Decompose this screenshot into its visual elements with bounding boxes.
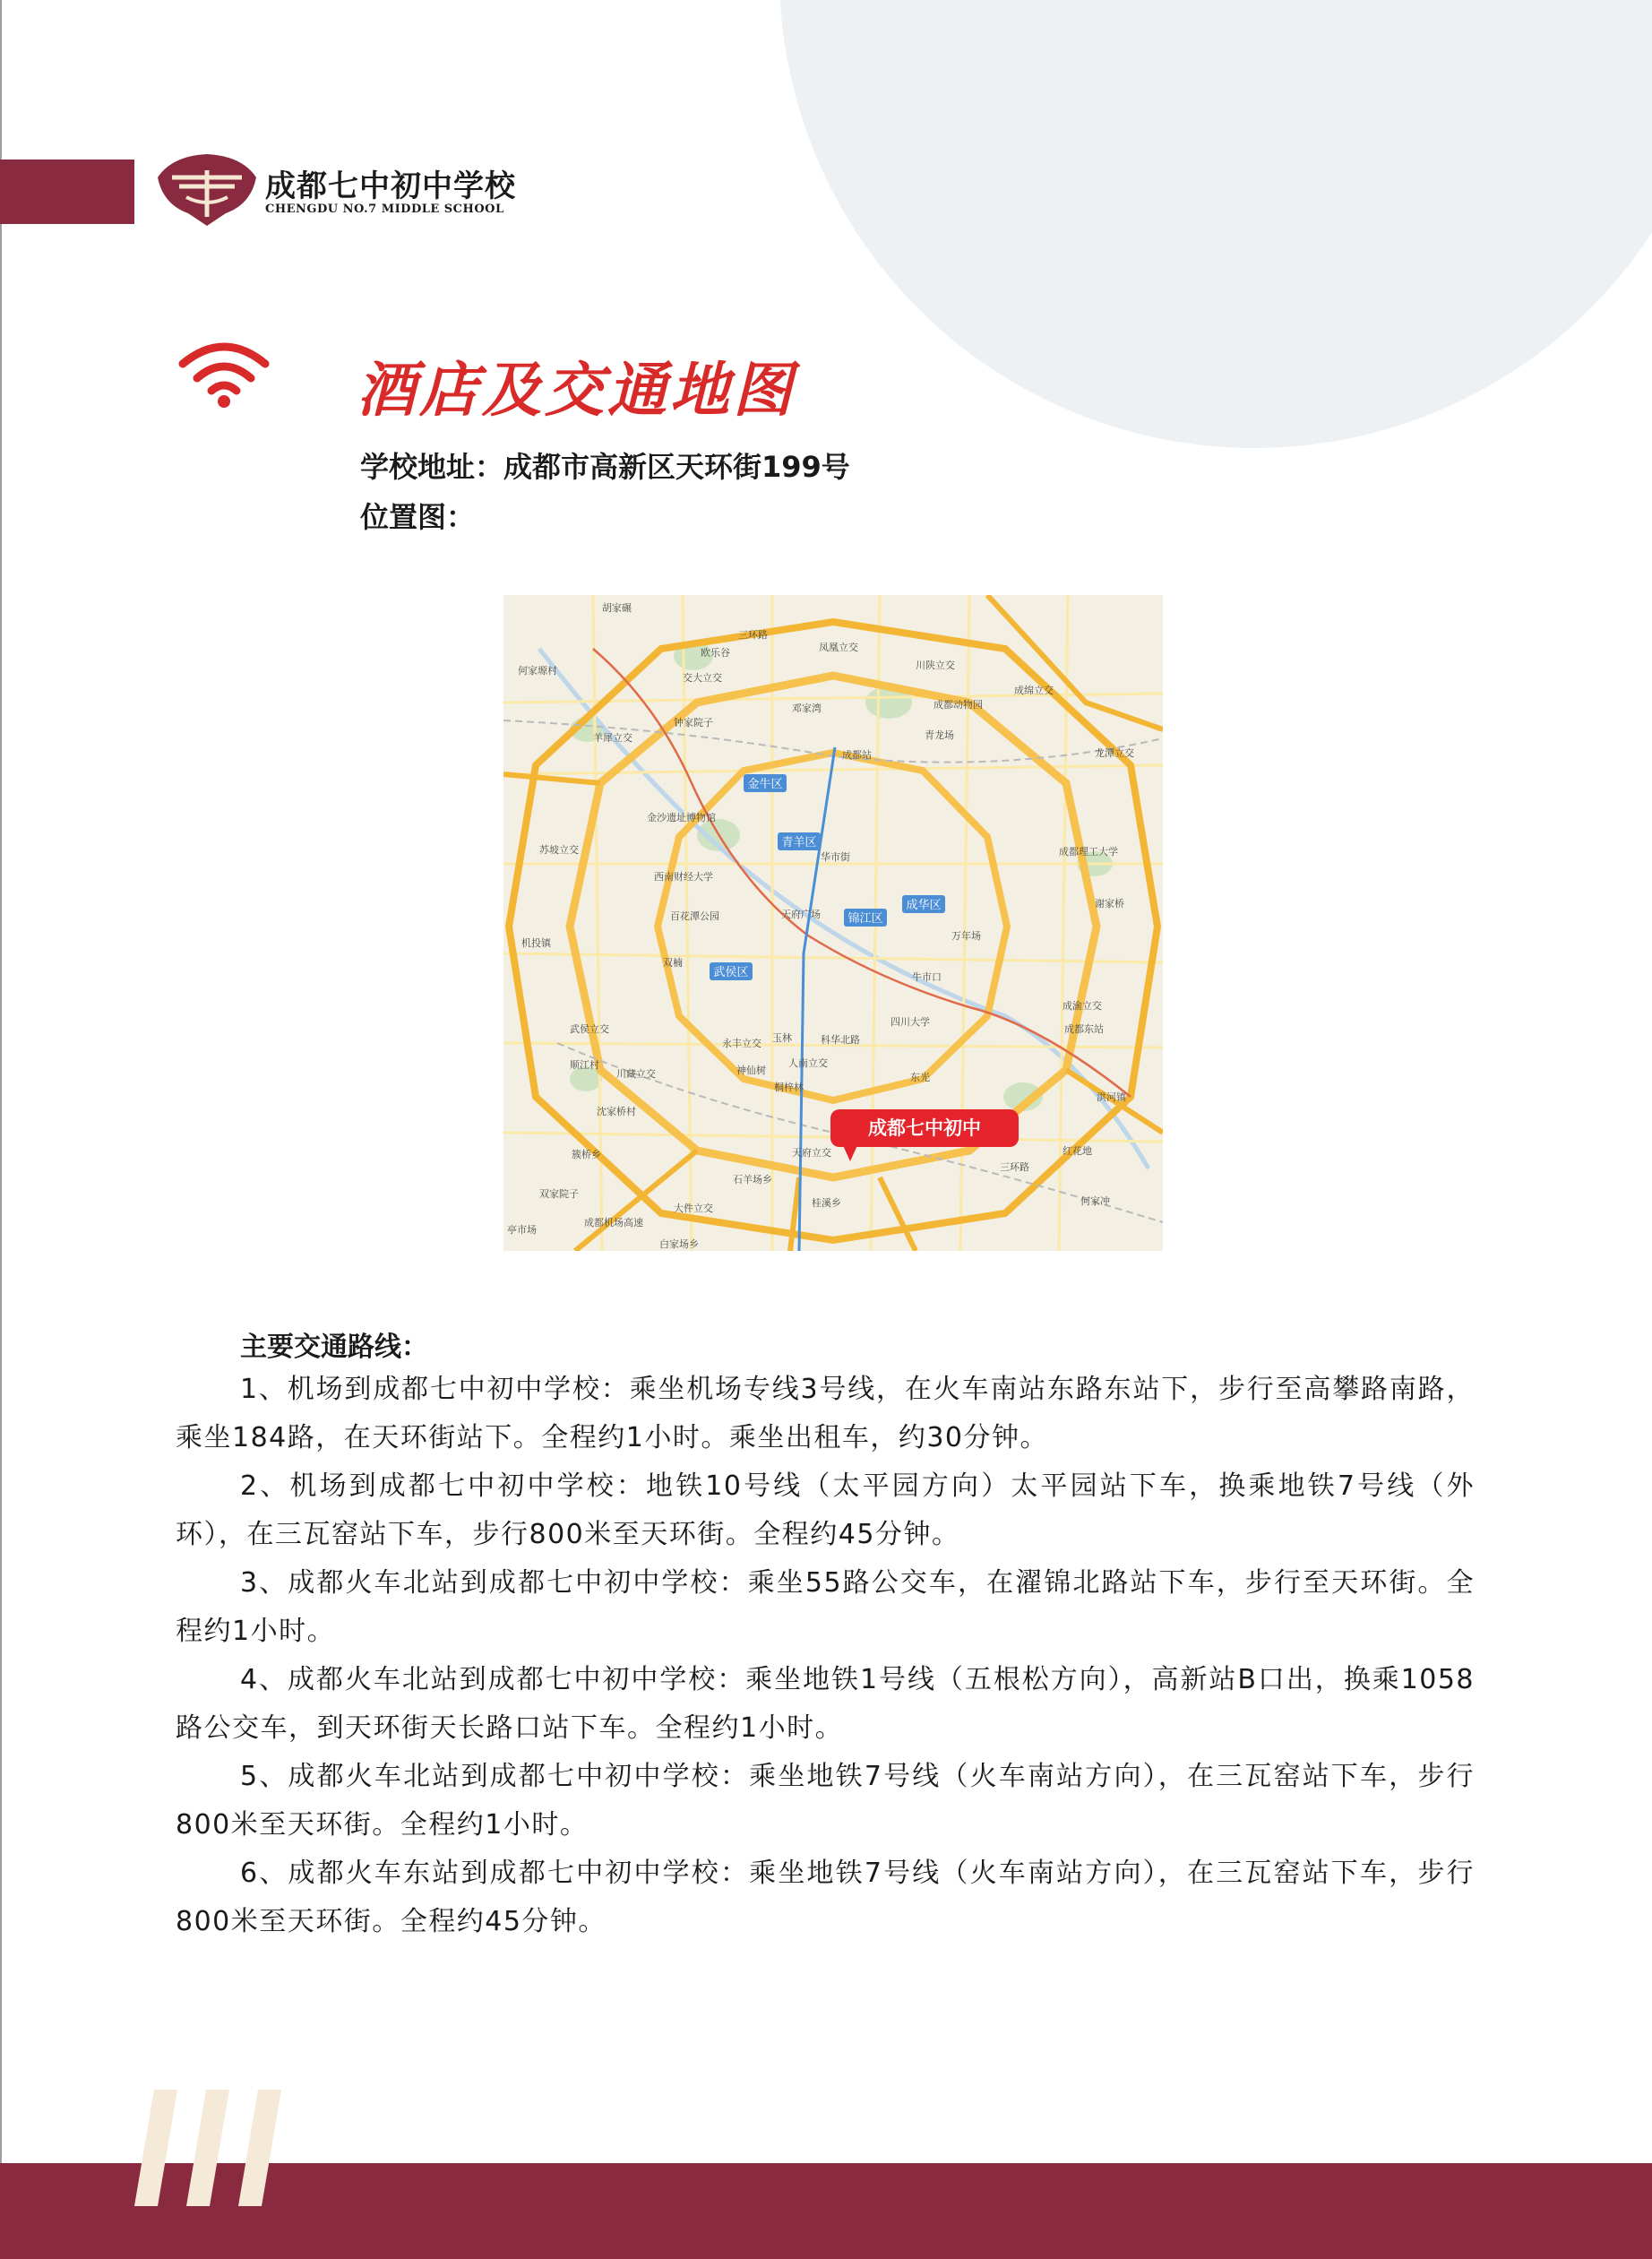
map-place-label: 金沙遗址博物馆 (647, 812, 716, 823)
decorative-background-circle (779, 0, 1652, 448)
map-place-label: 凤凰立交 (819, 642, 858, 653)
wifi-signal-icon (177, 339, 271, 409)
map-place-label: 沈家桥村 (597, 1106, 636, 1117)
location-map-label: 位置图： (360, 500, 476, 534)
map-place-label: 龙潭立交 (1095, 747, 1134, 759)
route-item: 1、机场到成都七中初中学校：乘坐机场专线3号线，在火车南站东路东站下，步行至高攀路南路，乘坐184路，在天环街站下。全程约1小时。乘坐出租车，约30分钟。 (176, 1374, 1475, 1453)
map-place-label: 胡家碾 (602, 602, 632, 614)
map-place-label: 成都理工大学 (1059, 846, 1118, 858)
map-place-label: 顺江村 (570, 1059, 599, 1071)
district-label: 青羊区 (781, 836, 817, 849)
map-place-label: 永丰立交 (722, 1038, 761, 1049)
map-place-label: 欧乐谷 (701, 647, 730, 659)
map-place-label: 川藏立交 (616, 1068, 656, 1080)
map-place-label: 苏坡立交 (539, 844, 579, 856)
section-title: 酒店及交通地图 (357, 356, 796, 425)
map-place-label: 白家场乡 (659, 1238, 699, 1250)
map-place-label: 双楠 (663, 957, 683, 969)
map-place-label: 成都动物园 (934, 699, 983, 711)
map-place-label: 天府广场 (781, 909, 821, 920)
map-place-label: 四川大学 (891, 1016, 930, 1028)
map-place-label: 双家院子 (539, 1188, 579, 1200)
page-left-border (0, 0, 2, 2259)
map-place-label: 大件立交 (674, 1203, 713, 1214)
map-place-label: 石羊场乡 (733, 1174, 772, 1186)
route-item: 2、机场到成都七中初中学校：地铁10号线（太平园方向）太平园站下车，换乘地铁7号线（外环），在三瓦窑站下车，步行800米至天环街。全程约45分钟。 (176, 1470, 1475, 1550)
school-name-cn: 成都七中初中学校 (265, 168, 516, 204)
map-place-label: 三环路 (738, 629, 768, 641)
map-place-label: 成都东站 (1064, 1023, 1104, 1035)
map-place-label: 成绵立交 (1014, 685, 1054, 696)
map-place-label: 神仙树 (736, 1065, 766, 1076)
map-canvas (503, 595, 1163, 1251)
routes-list (176, 1366, 1475, 1946)
map-place-label: 三环路 (1000, 1161, 1029, 1173)
map-place-label: 川陕立交 (916, 660, 955, 671)
district-label: 成华区 (906, 899, 942, 912)
map-place-label: 东光 (910, 1072, 930, 1083)
map-place-label: 青龙场 (925, 729, 954, 741)
map-place-label: 玉林 (772, 1032, 792, 1044)
map-place-label: 簇桥乡 (572, 1149, 601, 1160)
school-address: 学校地址：成都市高新区天环街199号 (360, 450, 850, 484)
map-place-label: 洪河镇 (1097, 1091, 1126, 1103)
map-place-label: 百花潭公园 (670, 910, 719, 922)
route-item: 5、成都火车北站到成都七中初中学校：乘坐地铁7号线（火车南站方向），在三瓦窑站下车，步行800米至天环街。全程约1小时。 (176, 1761, 1475, 1841)
school-name-en: CHENGDU NO.7 MIDDLE SCHOOL (265, 203, 504, 216)
map-place-label: 交大立交 (683, 672, 722, 684)
header-accent-bar (0, 160, 134, 224)
map-place-label: 天府立交 (792, 1147, 831, 1159)
routes-heading: 主要交通路线： (240, 1332, 428, 1363)
route-item: 6、成都火车东站到成都七中初中学校：乘坐地铁7号线（火车南站方向），在三瓦窑站下车，步行800米至天环街。全程约45分钟。 (176, 1858, 1475, 1937)
map-place-label: 牛市口 (912, 971, 942, 983)
map-place-label: 成渝立交 (1063, 1000, 1102, 1012)
location-map[interactable] (503, 595, 1163, 1251)
route-item: 3、成都火车北站到成都七中初中学校：乘坐55路公交车，在濯锦北路站下车，步行至天环街。全程约1小时。 (176, 1567, 1475, 1647)
map-place-label: 谢家桥 (1095, 898, 1124, 910)
school-location-marker[interactable]: 成都七中初中 (830, 1109, 1019, 1147)
map-place-label: 科华北路 (821, 1034, 860, 1046)
map-place-label: 红花地 (1063, 1145, 1092, 1157)
map-place-label: 成都机场高速 (584, 1217, 643, 1229)
map-place-label: 何家冲 (1080, 1195, 1110, 1207)
map-place-label: 万年场 (951, 930, 981, 942)
map-place-label: 华市街 (821, 851, 850, 863)
map-place-label: 羊犀立交 (593, 732, 632, 744)
district-label: 武侯区 (713, 966, 749, 979)
map-place-label: 邓家湾 (792, 703, 822, 714)
map-place-label: 成都站 (842, 749, 872, 761)
district-label: 金牛区 (747, 778, 783, 791)
map-place-label: 人南立交 (788, 1057, 828, 1069)
map-place-label: 西南财经大学 (654, 871, 713, 883)
map-place-label: 桂溪乡 (812, 1197, 841, 1209)
district-label: 锦江区 (848, 912, 883, 926)
map-place-label: 桐梓林 (774, 1082, 804, 1093)
map-place-label: 武侯立交 (570, 1023, 609, 1035)
map-place-label: 机投镇 (521, 937, 551, 949)
decorative-stripes-icon (134, 2090, 296, 2206)
map-place-label: 何家塬村 (518, 665, 557, 677)
route-item: 4、成都火车北站到成都七中初中学校：乘坐地铁1号线（五根松方向），高新站B口出，换乘1058路公交车，到天环街天长路口站下车。全程约1小时。 (176, 1664, 1475, 1744)
map-place-label: 亭市场 (507, 1224, 537, 1236)
marker-pin-icon (842, 1143, 858, 1161)
map-place-label: 钟家院子 (674, 717, 713, 729)
school-emblem-icon (154, 151, 260, 228)
